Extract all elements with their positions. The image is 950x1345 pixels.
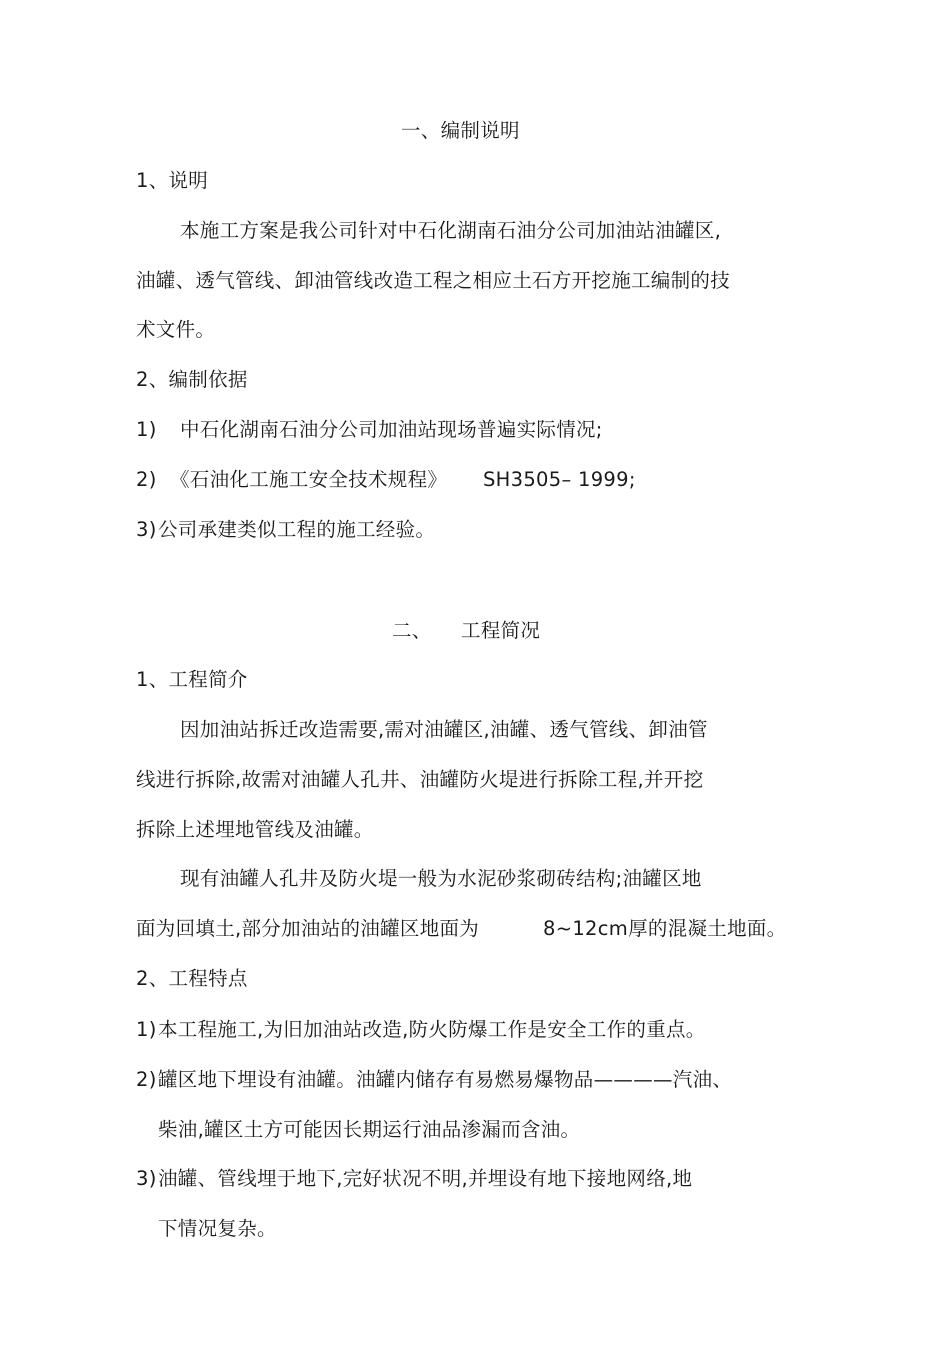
section1-sub1-para-line3: 术文件。 xyxy=(136,318,216,341)
basis-item-3-text: 公司承建类似工程的施工经验。 xyxy=(158,518,436,541)
section2-title-text: 工程简况 xyxy=(461,619,541,642)
basis-item-2-code: SH3505– 1999; xyxy=(483,468,636,491)
feature-item-1-number: 1) xyxy=(136,1018,157,1041)
section2-sub1-para1-line2: 线进行拆除,故需对油罐人孔井、油罐防火堤进行拆除工程,并开挖 xyxy=(136,768,704,791)
feature-item-3-line1: 油罐、管线埋于地下,完好状况不明,并埋设有地下接地网络,地 xyxy=(158,1167,693,1190)
section1-sub2-heading: 2、编制依据 xyxy=(136,368,248,391)
section1-sub1-heading: 1、说明 xyxy=(136,169,209,192)
section2-sub1-para2-line2: 面为回填土,部分加油站的油罐区地面为 xyxy=(136,917,480,940)
basis-item-1-text: 中石化湖南石油分公司加油站现场普遍实际情况; xyxy=(180,418,603,441)
basis-item-2-text: 《石油化工施工安全技术规程》 xyxy=(170,468,448,491)
section1-sub1-para-line1: 本施工方案是我公司针对中石化湖南石油分公司加油站油罐区, xyxy=(180,219,722,242)
section2-sub1-para2-line2-end: 8~12cm厚的混凝土地面。 xyxy=(543,917,787,940)
section2-sub1-para1-line1: 因加油站拆迁改造需要,需对油罐区,油罐、透气管线、卸油管 xyxy=(180,718,708,741)
basis-item-3-number: 3) xyxy=(136,518,157,541)
basis-item-2-number: 2) xyxy=(136,468,157,491)
section1-title: 一、编制说明 xyxy=(401,119,520,142)
feature-item-3-number: 3) xyxy=(136,1167,157,1190)
basis-item-1-number: 1) xyxy=(136,418,157,441)
feature-item-2-line1: 罐区地下埋设有油罐。油罐内储存有易燃易爆物品————汽油、 xyxy=(158,1068,733,1091)
section2-sub1-para2-line1: 现有油罐人孔井及防火堤一般为水泥砂浆砌砖结构;油罐区地 xyxy=(180,867,702,890)
section2-sub2-heading: 2、工程特点 xyxy=(136,967,248,990)
section2-title-number: 二、 xyxy=(392,619,432,642)
feature-item-2-line2: 柴油,罐区土方可能因长期运行油品渗漏而含油。 xyxy=(158,1118,581,1141)
feature-item-1-line1: 本工程施工,为旧加油站改造,防火防爆工作是安全工作的重点。 xyxy=(158,1018,706,1041)
section2-sub1-para1-line3: 拆除上述埋地管线及油罐。 xyxy=(136,818,374,841)
feature-item-3-line2: 下情况复杂。 xyxy=(158,1217,277,1240)
section1-sub1-para-line2: 油罐、透气管线、卸油管线改造工程之相应土石方开挖施工编制的技 xyxy=(136,269,731,292)
feature-item-2-number: 2) xyxy=(136,1068,157,1091)
section2-sub1-heading: 1、工程简介 xyxy=(136,668,248,691)
